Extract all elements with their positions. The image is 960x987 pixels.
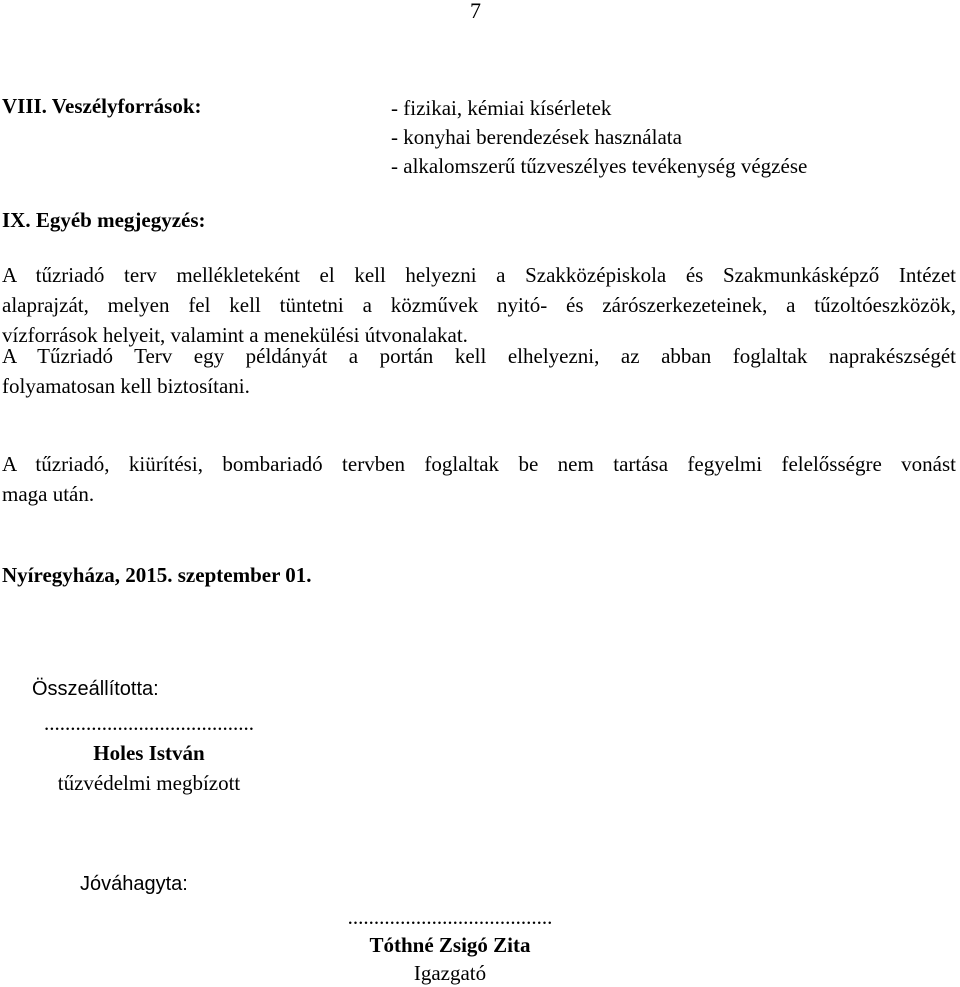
paragraph-fire-plan-copy xyxy=(2,341,956,401)
section-ix-heading: IX. Egyéb megjegyzés: xyxy=(2,208,206,232)
paragraph-line: alaprajzát, melyen fel kell tüntetni a közművek nyitó- és zárószerkezeteinek, a tűzoltóeszközök, xyxy=(2,293,956,317)
paragraph-line: A Tűzriadó Terv egy példányát a portán kell elhelyezni, az abban foglaltak naprakészségét xyxy=(2,344,956,368)
page-number: 7 xyxy=(470,0,481,23)
paragraph-line: folyamatosan kell biztosítani. xyxy=(2,374,250,398)
signer-name: Holes István xyxy=(93,741,205,765)
approved-signature-block xyxy=(322,903,578,987)
place-date: Nyíregyháza, 2015. szeptember 01. xyxy=(2,563,312,587)
paragraph-line: A tűzriadó, kiürítési, bombariadó tervben foglaltak be nem tartása fegyelmi felelősségre vonást xyxy=(2,452,956,476)
signer-role: tűzvédelmi megbízott xyxy=(57,771,241,795)
compiled-signature-block xyxy=(22,708,276,798)
hazard-item: - fizikai, kémiai kísérletek xyxy=(391,96,612,120)
paragraph-site-plan xyxy=(2,260,956,350)
paragraph-line: maga után. xyxy=(2,482,95,506)
compiled-label: Összeállította: xyxy=(32,678,159,700)
signer-name: Tóthné Zsigó Zita xyxy=(369,933,531,957)
hazard-list xyxy=(391,94,807,181)
paragraph-line: vízforrások helyeit, valamint a menekülési útvonalakat. xyxy=(2,323,468,347)
section-viii-heading: VIII. Veszélyforrások: xyxy=(2,94,202,118)
signature-line: ........................................ xyxy=(44,711,254,735)
hazard-item: - alkalomszerű tűzveszélyes tevékenység végzése xyxy=(391,154,808,178)
paragraph-discipline xyxy=(2,449,956,509)
approved-label: Jóváhagyta: xyxy=(80,873,188,895)
signer-role: Igazgató xyxy=(413,961,487,985)
signature-line: ....................................... xyxy=(347,905,553,929)
hazard-item: - konyhai berendezések használata xyxy=(391,125,682,149)
paragraph-line: A tűzriadó terv mellékleteként el kell helyezni a Szakközépiskola és Szakmunkásképző Intézet xyxy=(2,263,956,287)
